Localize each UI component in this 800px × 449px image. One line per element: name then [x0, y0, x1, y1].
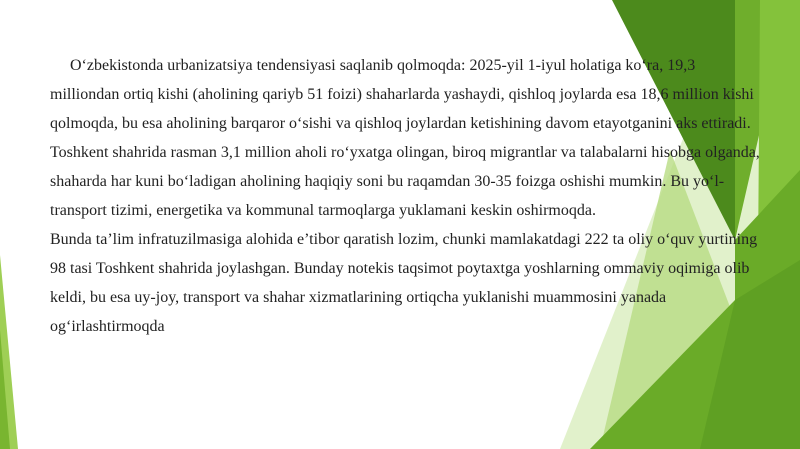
paragraph-education-infrastructure: Bunda ta’lim infratuzilmasiga alohida e’tibor qaratish lozim, chunki mamlakatdagi 222 ta oliy o‘quv yurtining 98 tasi Toshkent shahrida joylashgan. Bunday notekis taqsimot poytaxtga yoshlarning ommaviy oqimiga olib keldi, bu esa uy-joy, transport va shahar xizmatlarining ortiqcha yuklanishi muammosini yanada og‘irlashtirmoqda	[50, 231, 758, 335]
paragraph-urbanization: O‘zbekistonda urbanizatsiya tendensiyasi saqlanib qolmoqda: 2025-yil 1-iyul holatiga ko‘ra, 19,3 milliondan ortiq kishi (aholining qariyb 51 foizi) shaharlarda yashaydi, qishloq joylarda esa 18,6 million kishi qolmoqda, bu esa aholining barqaror o‘sishi va qishloq joylardan ketishining davom etayotganini aks ettiradi. Toshkent shahrida rasman 3,1 million aholi ro‘yxatga olingan, biroq migrantlar va talabalarni hisobga olganda, shaharda har kuni bo‘ladigan aholining haqiqiy soni bu raqamdan 30-35 foizga oshishi mumkin. Bu yo‘l-transport tizimi, energetika va kommunal tarmoqlarga yuklamani keskin oshirmoqda.	[50, 57, 760, 219]
slide-body-text	[50, 51, 760, 341]
